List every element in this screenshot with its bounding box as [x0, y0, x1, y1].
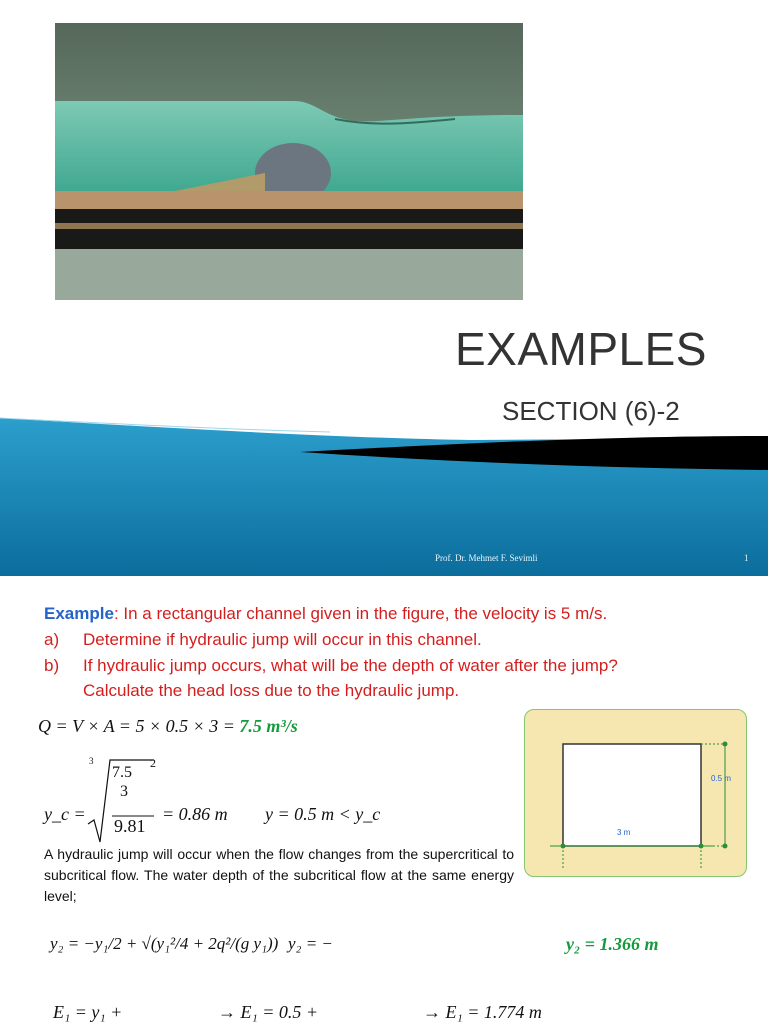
- energy-eq-result: → E₁ = 1.774 m: [423, 1002, 542, 1022]
- yc-denominator: 9.81: [114, 816, 146, 836]
- sequent-depth-lhs: y₂ = −: [50, 934, 95, 953]
- channel-figure: [524, 709, 747, 877]
- sequent-depth-substituted: y₂ = −: [288, 934, 333, 953]
- part-b-marker: b): [44, 656, 60, 675]
- part-a-text: Determine if hydraulic jump will occur in this channel.: [83, 630, 482, 649]
- discharge-result: 7.5 m³/s: [239, 716, 298, 736]
- example-slide: [0, 576, 768, 1024]
- example-intro-text: : In a rectangular channel given in the figure, the velocity is 5 m/s.: [113, 604, 608, 623]
- discharge-formula: Q = V × A = 5 × 0.5 × 3 =: [38, 716, 240, 736]
- depth-comparison: y = 0.5 m < y_c: [265, 804, 381, 824]
- footer-page-number: 1: [744, 553, 749, 563]
- width-label: 3 m: [617, 828, 631, 837]
- sequent-depth-result: [566, 934, 659, 955]
- energy-eq-lhs: E₁ = y₁ +: [53, 1002, 123, 1022]
- jump-explanation: A hydraulic jump will occur when the flow changes from the supercritical to subcritical flow. The water depth of the subcritical flow at the same energy level;: [44, 846, 514, 904]
- sequent-depth-formula: y₁/2 + √(y₁²/4 + 2q²/(g y₁)): [94, 934, 279, 953]
- discharge-equation: [38, 716, 298, 737]
- flume-photo: [55, 23, 523, 300]
- critical-depth-lhs: y_c =: [44, 804, 86, 824]
- yc-frac-den: 3: [120, 783, 128, 800]
- flume-illustration: [55, 23, 523, 300]
- part-a-marker: a): [44, 630, 60, 649]
- sequent-depth-value: y₂ = 1.366 m: [566, 934, 659, 954]
- root-index: 3: [89, 756, 94, 766]
- energy-eq-substituted: → E₁ = 0.5 +: [218, 1002, 319, 1022]
- yc-frac-num: 7.5: [112, 764, 132, 781]
- sequent-depth-general: [50, 934, 278, 954]
- slide-title: EXAMPLES: [455, 323, 707, 375]
- slide-subtitle: SECTION (6)-2: [502, 396, 680, 426]
- part-b-text-2: Calculate the head loss due to the hydraulic jump.: [83, 681, 460, 700]
- yc-exponent: 2: [150, 756, 156, 770]
- example-label: Example: [44, 604, 114, 623]
- example-intro: [44, 604, 607, 624]
- depth-label: 0.5 m: [711, 774, 732, 783]
- footer-author: Prof. Dr. Mehmet F. Sevimli: [435, 553, 538, 563]
- part-b-text: If hydraulic jump occurs, what will be the depth of water after the jump?: [83, 656, 618, 675]
- critical-depth-result: = 0.86 m: [162, 804, 228, 824]
- channel-cross-section: [525, 710, 746, 876]
